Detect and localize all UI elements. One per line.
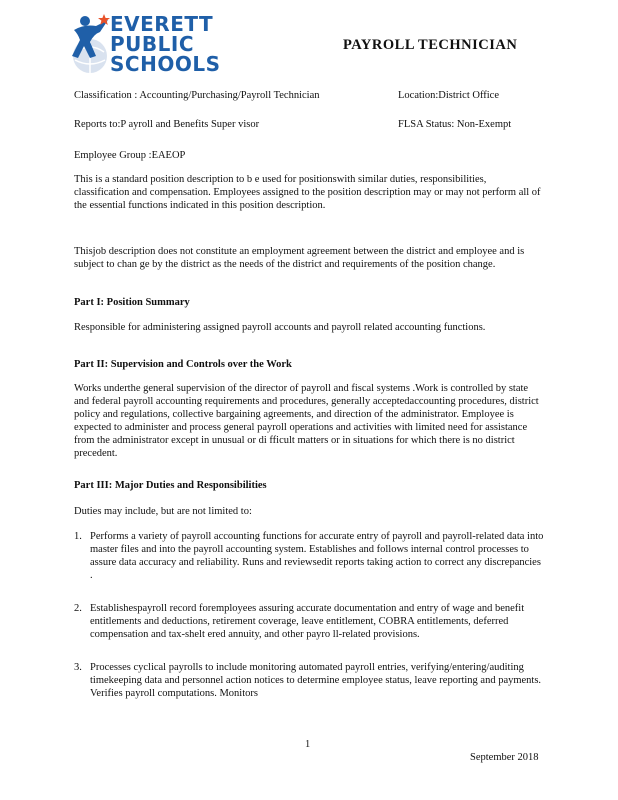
duties-intro: Duties may include, but are not limited to: — [74, 506, 252, 517]
list-item-number: 1. — [74, 531, 82, 542]
list-item-number: 2. — [74, 603, 82, 614]
logo-line-3: SCHOOLS — [110, 52, 221, 76]
part-2-body: Works underthe general supervision of the director of payroll and fiscal systems .Work is controlled by state and federal payroll accounting requirements and procedures, generally acceptedaccounting procedures, district policy and regulations, collective bargaining agreements, and direction of the administrator. Employee is expected to administer and process general payroll operations and activities with limited need for assistance from the administrator except in unusual or di fficult matters or in situations for which there is no district precedent. — [74, 383, 539, 459]
list-item — [74, 661, 544, 700]
logo-line-2: PUBLIC — [110, 32, 195, 56]
everett-public-schools-logo — [70, 12, 240, 80]
part-2-heading: Part II: Supervision and Controls over the Work — [74, 359, 292, 370]
list-item — [74, 602, 544, 641]
flsa-status-field: FLSA Status: Non-Exempt — [398, 119, 512, 130]
page-number: 1 — [305, 739, 311, 750]
part-1-body: Responsible for administering assigned payroll accounts and payroll related accounting functions. — [74, 322, 486, 333]
location-field: Location:District Office — [398, 90, 499, 101]
list-item — [74, 530, 544, 582]
part-3-heading: Part III: Major Duties and Responsibilities — [74, 480, 267, 491]
intro-paragraph-2: Thisjob description does not constitute an employment agreement between the district and employee and is subject to chan ge by the district as the needs of the district and requirements of the position change. — [74, 246, 525, 270]
page-title: PAYROLL TECHNICIAN — [343, 37, 518, 53]
part-1-heading: Part I: Position Summary — [74, 297, 190, 308]
employee-group-field: Employee Group :EAEOP — [74, 150, 186, 161]
duties-list — [74, 530, 544, 720]
logo-line-1: EVERETT — [110, 12, 214, 36]
reports-to-field: Reports to:P ayroll and Benefits Super visor — [74, 119, 260, 130]
logo-wordmark — [110, 14, 220, 74]
list-item-text: Performs a variety of payroll accounting functions for accurate entry of payroll and payroll-related data into master files and into the payroll accounting system. Establishes and follows internal control processes to assure data accuracy and reliability. Runs and reviewsedit reports taking action to correct any discrepancies . — [90, 531, 544, 581]
classification-field: Classification : Accounting/Purchasing/Payroll Technician — [74, 90, 320, 101]
footer-date: September 2018 — [470, 752, 539, 763]
list-item-number: 3. — [74, 662, 82, 673]
list-item-text: Establishespayroll record foremployees assuring accurate documentation and entry of wage and benefit entitlements and deductions, retirement coverage, leave entitlement, COBRA entitlements, deferred compensation and tax-shelt ered annuity, and other payro ll-related provisions. — [90, 603, 525, 640]
intro-paragraph-1: This is a standard position description to b e used for positionswith similar duties, responsibilities, classification and compensation. Employees assigned to the position description may or may not perform all of the essential functions indicated in this position description. — [74, 174, 541, 211]
logo-figure-icon — [70, 12, 110, 76]
list-item-text: Processes cyclical payrolls to include monitoring automated payroll entries, verifying/entering/auditing timekeeping data and personnel action notices to determine employee status, leave reporting and payments. Verifies payroll computations. Monitors — [90, 662, 542, 699]
